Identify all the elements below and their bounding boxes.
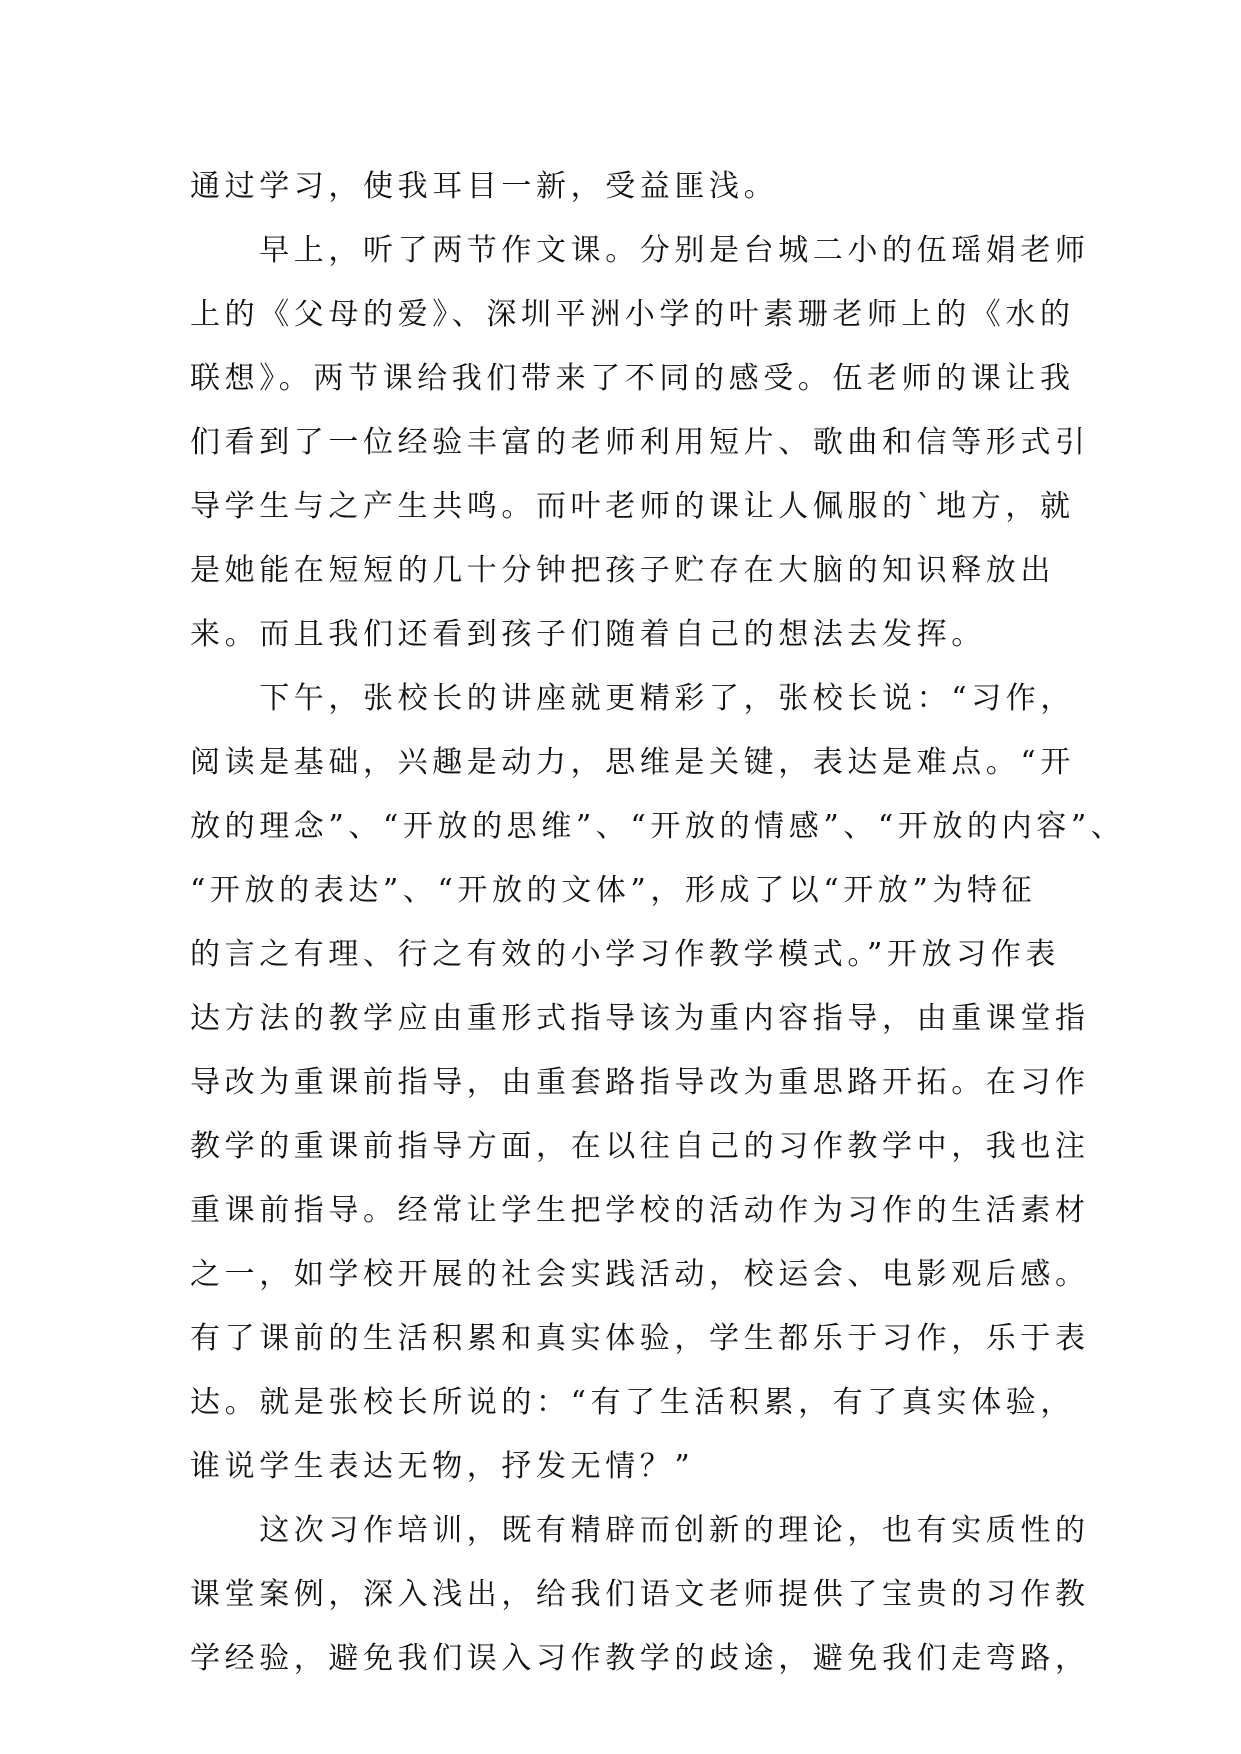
text-line-12: “开放的表达”、“开放的文体”，形成了以“开放”为特征 <box>190 873 1037 908</box>
text-line-16: 教学的重课前指导方面，在以往自己的习作教学中，我也注 <box>190 1129 1090 1164</box>
text-line-2: 早上，听了两节作文课。分别是台城二小的伍瑶娟老师 <box>190 233 1090 268</box>
text-line-17: 重课前指导。经常让学生把学校的活动作为习作的生活素材 <box>190 1193 1090 1228</box>
text-line-15: 导改为重课前指导，由重套路指导改为重思路开拓。在习作 <box>190 1065 1090 1100</box>
text-line-18: 之一，如学校开展的社会实践活动，校运会、电影观后感。 <box>190 1257 1090 1292</box>
text-line-11: 放的理念”、“开放的思维”、“开放的情感”、“开放的内容”、 <box>190 809 1126 844</box>
text-line-20: 达。就是张校长所说的：“有了生活积累，有了真实体验， <box>190 1385 1075 1420</box>
text-line-23: 课堂案例，深入浅出，给我们语文老师提供了宝贵的习作教 <box>190 1577 1090 1612</box>
text-line-5: 们看到了一位经验丰富的老师利用短片、歌曲和信等形式引 <box>190 425 1090 460</box>
text-line-19: 有了课前的生活积累和真实体验，学生都乐于习作，乐于表 <box>190 1321 1090 1356</box>
text-line-1: 通过学习，使我耳目一新，受益匪浅。 <box>190 169 779 204</box>
text-line-13: 的言之有理、行之有效的小学习作教学模式。”开放习作表 <box>190 937 1060 972</box>
body-text <box>190 155 1126 1691</box>
text-line-9: 下午，张校长的讲座就更精彩了，张校长说：“习作， <box>190 681 1075 716</box>
text-line-22: 这次习作培训，既有精辟而创新的理论，也有实质性的 <box>190 1513 1090 1548</box>
text-line-14: 达方法的教学应由重形式指导该为重内容指导，由重课堂指 <box>190 1001 1090 1036</box>
text-line-4: 联想》。两节课给我们带来了不同的感受。伍老师的课让我 <box>190 361 1075 396</box>
text-line-21: 谁说学生表达无物，抒发无情？” <box>190 1449 695 1484</box>
text-line-8: 来。而且我们还看到孩子们随着自己的想法去发挥。 <box>190 617 986 652</box>
text-line-3: 上的《父母的爱》、深圳平洲小学的叶素珊老师上的《水的 <box>190 297 1075 332</box>
text-line-24: 学经验，避免我们误入习作教学的歧途，避免我们走弯路， <box>190 1641 1090 1676</box>
text-line-6: 导学生与之产生共鸣。而叶老师的课让人佩服的`地方，就 <box>190 489 1075 524</box>
text-line-7: 是她能在短短的几十分钟把孩子贮存在大脑的知识释放出 <box>190 553 1055 588</box>
text-line-10: 阅读是基础，兴趣是动力，思维是关键，表达是难点。“开 <box>190 745 1075 780</box>
